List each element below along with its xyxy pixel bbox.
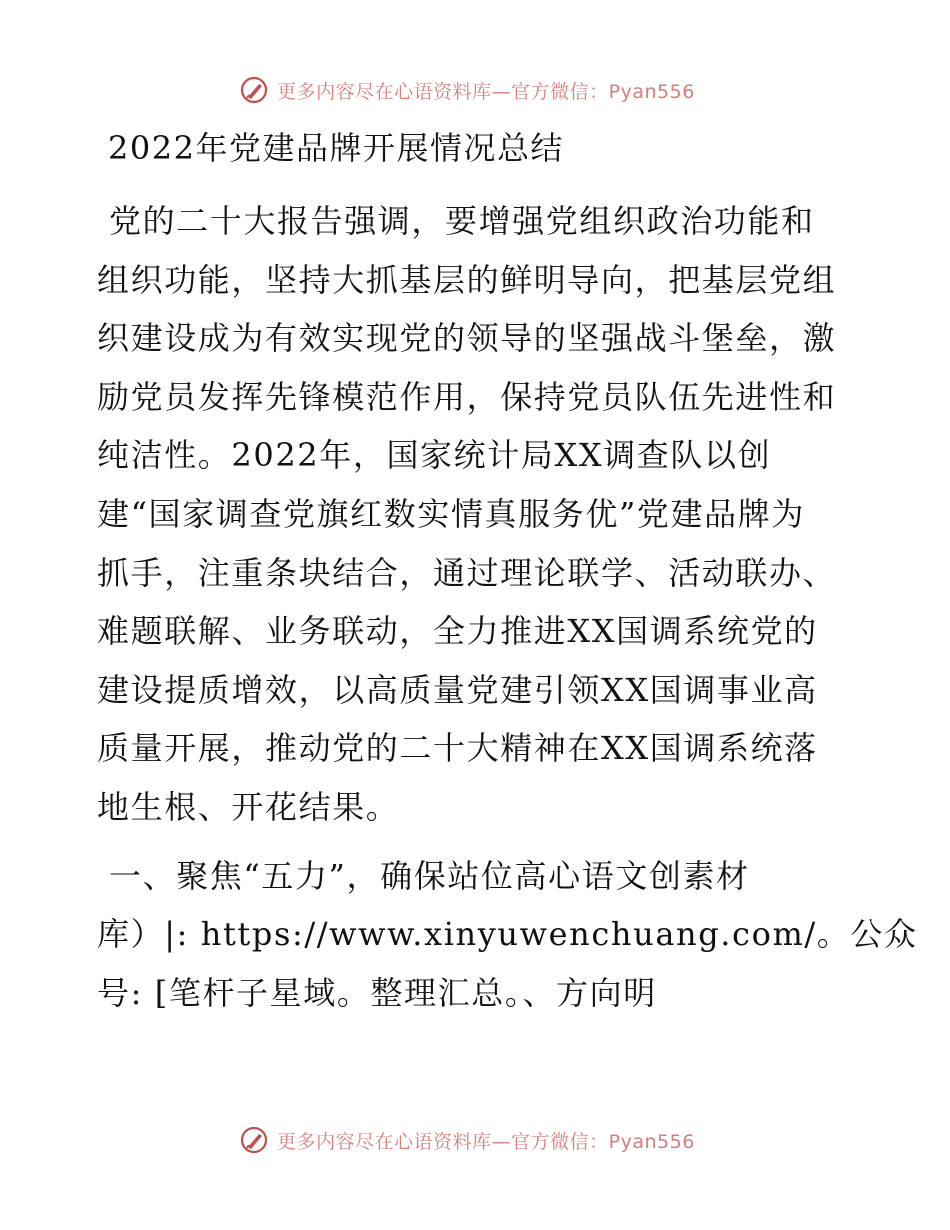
text-line: 难题联解、业务联动，全力推进XX国调系统党的 (97, 612, 818, 651)
header-watermark (0, 70, 950, 110)
text-line: 纯洁性。2022年，国家统计局XX调查队以创 (97, 436, 772, 475)
text-line: 励党员发挥先锋模范作用，保持党员队伍先进性和 (97, 377, 837, 416)
paragraph-intro (97, 192, 857, 837)
document-title: 2022年党建品牌开展情况总结 (108, 129, 564, 167)
watermark-text: 更多内容尽在心语资料库—官方微信：Pyan556 (277, 1130, 695, 1153)
footer-watermark (0, 1120, 950, 1160)
text-line: 织建设成为有效实现党的领导的坚强战斗堡垒，激 (97, 319, 837, 358)
quill-pen-icon (239, 75, 269, 105)
text-line: 抓手，注重条块结合，通过理论联学、活动联办、 (97, 553, 837, 592)
text-line: 党的二十大报告强调，要增强党组织政治功能和 (109, 202, 815, 240)
text-line: 地生根、开花结果。 (97, 787, 400, 826)
text-line: 号: [笔杆子星域。整理汇总。、方向明 (97, 973, 657, 1012)
watermark-text: 更多内容尽在心语资料库—官方微信：Pyan556 (277, 80, 695, 103)
text-line: 建设提质增效，以高质量党建引领XX国调事业高 (97, 670, 818, 709)
text-line: 组织功能，坚持大抓基层的鲜明导向，把基层党组 (97, 260, 837, 299)
text-line: 建“国家调查党旗红数实情真服务优”党建品牌为 (97, 494, 805, 533)
text-line: 质量开展，推动党的二十大精神在XX国调系统落 (97, 729, 818, 768)
text-line: 一、聚焦“五力”，确保站位高心语文创素材 (109, 856, 750, 895)
document-body (97, 192, 918, 1022)
text-line: 库）|: https://www.xinyuwenchuang.com/。公众 (97, 915, 918, 954)
paragraph-section-one (97, 847, 918, 1023)
quill-pen-icon (239, 1125, 269, 1155)
